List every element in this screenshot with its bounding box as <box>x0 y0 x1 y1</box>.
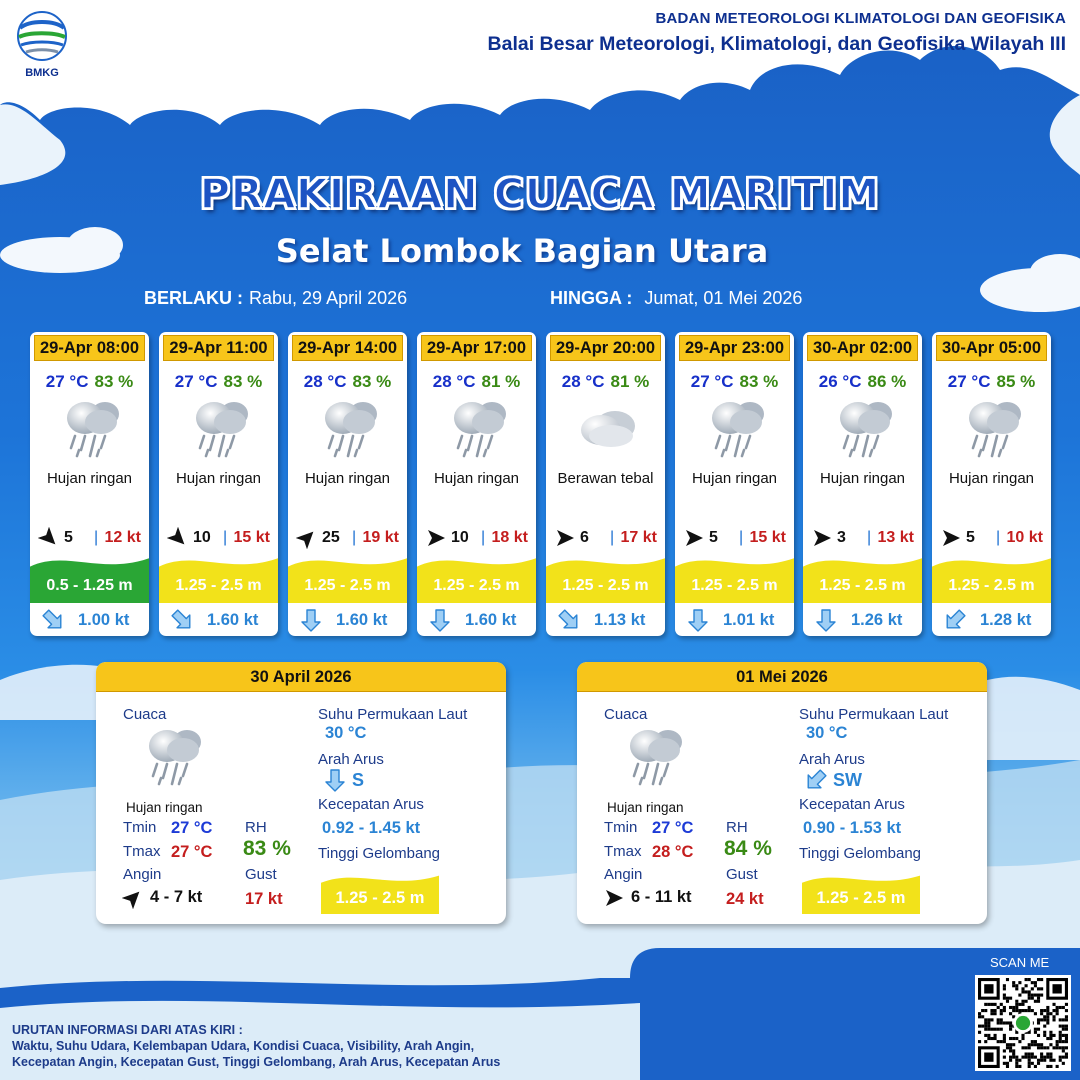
kecepatan-label: Kecepatan Arus <box>799 796 905 813</box>
wind-info <box>679 527 794 549</box>
gust-value: 17 kt <box>245 890 283 908</box>
current-info <box>427 607 536 633</box>
forecast-temp-rh <box>417 372 536 392</box>
footer-line-2: Kecepatan Angin, Kecepatan Gust, Tinggi Gelombang, Arah Arus, Kecepatan Arus <box>12 1055 501 1069</box>
current-speed: 1.26 kt <box>851 611 903 629</box>
gust-label: Gust <box>726 866 758 883</box>
weather-condition: Hujan ringan <box>46 470 133 487</box>
valid-to <box>550 288 802 309</box>
qr-code[interactable] <box>975 975 1071 1071</box>
wind-range: 4 - 7 kt <box>150 888 203 906</box>
current-info <box>685 607 794 633</box>
wind-separator: | <box>610 529 615 546</box>
wind-speed: 6 <box>580 529 589 546</box>
forecast-time: 29-Apr 17:00 <box>421 335 532 361</box>
tmin-label: Tmin <box>604 819 638 836</box>
valid-to-date: Jumat, 01 Mei 2026 <box>644 288 803 308</box>
forecast-time: 29-Apr 20:00 <box>550 335 661 361</box>
tmax-label: Tmax <box>123 843 161 860</box>
weather-condition: Hujan ringan <box>175 470 262 487</box>
rain-cloud-icon <box>834 396 896 460</box>
thick-cloud-icon <box>577 396 639 460</box>
current-direction-arrow-icon <box>942 607 968 633</box>
current-info <box>813 607 922 633</box>
forecast-card <box>417 332 536 636</box>
weather-condition: Hujan ringan <box>691 470 778 487</box>
wind-info <box>292 527 407 549</box>
tmax-value: 27 °C <box>171 843 213 861</box>
wind-info <box>936 527 1051 549</box>
wave-height: 1.25 - 2.5 m <box>304 577 391 594</box>
current-direction-arrow-icon <box>169 607 195 633</box>
air-temperature: 26 °C <box>818 372 862 391</box>
wind-range: 6 - 11 kt <box>631 888 692 906</box>
daily-summary-card <box>96 662 506 924</box>
rain-cloud-icon <box>448 396 510 460</box>
forecast-card <box>159 332 278 636</box>
forecast-card <box>803 332 922 636</box>
current-direction-arrow-icon <box>427 607 453 633</box>
wave-height: 1.25 - 2.5 m <box>175 577 262 594</box>
forecast-time: 29-Apr 11:00 <box>163 335 274 361</box>
wind-direction-arrow-icon <box>940 527 962 549</box>
wind-direction-arrow-icon <box>554 527 576 549</box>
current-info <box>556 607 665 633</box>
current-speed: 1.00 kt <box>78 611 130 629</box>
page-title: PRAKIRAAN CUACA MARITIM <box>199 170 881 218</box>
rain-cloud-icon <box>963 396 1025 460</box>
rain-cloud-icon <box>624 724 686 788</box>
weather-condition: Hujan ringan <box>304 470 391 487</box>
scan-me-label: SCAN ME <box>990 955 1050 970</box>
wind-speed: 5 <box>709 529 718 546</box>
weather-condition: Hujan ringan <box>433 470 520 487</box>
wave-height: 1.25 - 2.5 m <box>819 577 906 594</box>
sst-label: Suhu Permukaan Laut <box>318 706 468 723</box>
wind-info <box>163 527 278 549</box>
wind-direction-arrow-icon <box>167 527 189 549</box>
cuaca-label: Cuaca <box>123 706 167 723</box>
arus-label: Arah Arus <box>799 751 865 768</box>
wave-height: 1.25 - 2.5 m <box>948 577 1035 594</box>
angin-label: Angin <box>604 866 643 883</box>
current-direction-arrow-icon <box>556 607 582 633</box>
tmin-value: 27 °C <box>652 819 694 837</box>
gust-label: Gust <box>245 866 277 883</box>
wave-label: Tinggi Gelombang <box>799 845 922 862</box>
gust-speed: 15 kt <box>233 529 270 546</box>
humidity: 86 % <box>867 372 907 391</box>
forecast-temp-rh <box>675 372 794 392</box>
wind-direction-arrow-icon <box>811 527 833 549</box>
wind-speed: 3 <box>837 529 846 546</box>
daily-wave-height: 1.25 - 2.5 m <box>816 889 906 907</box>
current-direction-arrow-icon <box>322 767 348 793</box>
daily-weather: Hujan ringan <box>607 800 684 815</box>
current-speed: 1.60 kt <box>336 611 388 629</box>
wind-direction-arrow-icon <box>38 527 60 549</box>
current-direction: SW <box>833 770 862 790</box>
forecast-card <box>932 332 1051 636</box>
humidity: 83 % <box>223 372 263 391</box>
current-direction: S <box>352 770 365 790</box>
kecepatan-label: Kecepatan Arus <box>318 796 424 813</box>
current-speed: 1.60 kt <box>465 611 517 629</box>
wind-info <box>807 527 922 549</box>
wind-speed: 25 <box>322 529 340 546</box>
forecast-time: 29-Apr 08:00 <box>34 335 145 361</box>
forecast-card <box>675 332 794 636</box>
svg-text:BMKG: BMKG <box>25 67 59 79</box>
tmin-value: 27 °C <box>171 819 213 837</box>
wind-direction-arrow-icon <box>296 527 318 549</box>
current-info <box>942 607 1051 633</box>
wind-speed: 10 <box>193 529 211 546</box>
wind-separator: | <box>481 529 486 546</box>
valid-from-label: BERLAKU : <box>144 288 243 308</box>
tmax-value: 28 °C <box>652 843 694 861</box>
forecast-card <box>30 332 149 636</box>
rain-cloud-icon <box>143 724 205 788</box>
wind-direction-arrow-icon <box>603 887 625 909</box>
forecast-temp-rh <box>546 372 665 392</box>
wave-height: 1.25 - 2.5 m <box>433 577 520 594</box>
forecast-card <box>288 332 407 636</box>
air-temperature: 28 °C <box>303 372 347 391</box>
qr-code-icon <box>978 978 1068 1068</box>
rh-label: RH <box>245 819 267 836</box>
wind-direction-arrow-icon <box>683 527 705 549</box>
current-speed: 1.13 kt <box>594 611 646 629</box>
daily-wave-height: 1.25 - 2.5 m <box>335 889 425 907</box>
current-direction-arrow-icon <box>813 607 839 633</box>
rain-cloud-icon <box>61 396 123 460</box>
wind-info <box>550 527 665 549</box>
gust-speed: 10 kt <box>1006 529 1043 546</box>
humidity: 83 % <box>739 372 779 391</box>
humidity: 85 % <box>996 372 1036 391</box>
sst-label: Suhu Permukaan Laut <box>799 706 949 723</box>
cuaca-label: Cuaca <box>604 706 648 723</box>
humidity: 83 % <box>352 372 392 391</box>
valid-from-date: Rabu, 29 April 2026 <box>249 288 408 308</box>
wind-speed: 10 <box>451 529 469 546</box>
current-direction-arrow-icon <box>685 607 711 633</box>
rh-value: 84 % <box>724 837 772 860</box>
forecast-temp-rh <box>159 372 278 392</box>
wind-separator: | <box>352 529 357 546</box>
wind-separator: | <box>996 529 1001 546</box>
air-temperature: 27 °C <box>947 372 991 391</box>
forecast-temp-rh <box>288 372 407 392</box>
weather-condition: Berawan tebal <box>557 470 654 487</box>
gust-value: 24 kt <box>726 890 764 908</box>
forecast-temp-rh <box>803 372 922 392</box>
wave-height: 0.5 - 1.25 m <box>46 577 133 594</box>
rain-cloud-icon <box>706 396 768 460</box>
rh-value: 83 % <box>243 837 291 860</box>
gust-speed: 15 kt <box>749 529 786 546</box>
weather-condition: Hujan ringan <box>819 470 906 487</box>
daily-summary-card <box>577 662 987 924</box>
current-speed: 1.60 kt <box>207 611 259 629</box>
sst-value: 30 °C <box>806 724 848 742</box>
forecast-time: 29-Apr 23:00 <box>679 335 790 361</box>
forecast-time: 30-Apr 05:00 <box>936 335 1047 361</box>
current-speed-range: 0.92 - 1.45 kt <box>322 819 421 837</box>
rh-label: RH <box>726 819 748 836</box>
gust-speed: 13 kt <box>877 529 914 546</box>
page-subtitle: Selat Lombok Bagian Utara <box>275 232 769 270</box>
wave-height: 1.25 - 2.5 m <box>691 577 778 594</box>
current-direction-arrow-icon <box>803 767 829 793</box>
air-temperature: 28 °C <box>432 372 476 391</box>
wind-info <box>34 527 149 549</box>
forecast-card <box>546 332 665 636</box>
current-speed: 1.28 kt <box>980 611 1032 629</box>
wind-separator: | <box>867 529 872 546</box>
wind-speed: 5 <box>966 529 975 546</box>
wind-separator: | <box>94 529 99 546</box>
current-speed-range: 0.90 - 1.53 kt <box>803 819 902 837</box>
daily-date: 30 April 2026 <box>96 662 506 692</box>
forecast-time: 30-Apr 02:00 <box>807 335 918 361</box>
bmkg-logo <box>14 10 70 80</box>
humidity: 81 % <box>481 372 521 391</box>
valid-from <box>144 288 407 309</box>
forecast-time: 29-Apr 14:00 <box>292 335 403 361</box>
wind-separator: | <box>739 529 744 546</box>
air-temperature: 27 °C <box>690 372 734 391</box>
wind-info <box>421 527 536 549</box>
agency-name: BADAN METEOROLOGI KLIMATOLOGI DAN GEOFISIKA <box>655 10 1066 27</box>
office-name: Balai Besar Meteorologi, Klimatologi, dan Geofisika Wilayah III <box>487 33 1066 55</box>
footer-legend <box>12 1022 500 1070</box>
sst-value: 30 °C <box>325 724 367 742</box>
tmax-label: Tmax <box>604 843 642 860</box>
humidity: 81 % <box>610 372 650 391</box>
gust-speed: 18 kt <box>491 529 528 546</box>
gust-speed: 17 kt <box>620 529 657 546</box>
wind-separator: | <box>223 529 228 546</box>
current-info <box>298 607 407 633</box>
tmin-label: Tmin <box>123 819 157 836</box>
air-temperature: 28 °C <box>561 372 605 391</box>
weather-condition: Hujan ringan <box>948 470 1035 487</box>
wind-speed: 5 <box>64 529 73 546</box>
wind-direction-arrow-icon <box>122 887 144 909</box>
rain-cloud-icon <box>190 396 252 460</box>
rain-cloud-icon <box>319 396 381 460</box>
wave-label: Tinggi Gelombang <box>318 845 441 862</box>
gust-speed: 19 kt <box>362 529 399 546</box>
current-direction-arrow-icon <box>298 607 324 633</box>
valid-to-label: HINGGA : <box>550 288 633 308</box>
current-info <box>40 607 149 633</box>
footer-line-1: Waktu, Suhu Udara, Kelembapan Udara, Kondisi Cuaca, Visibility, Arah Angin, <box>12 1039 475 1053</box>
gust-speed: 12 kt <box>104 529 141 546</box>
humidity: 83 % <box>94 372 134 391</box>
forecast-temp-rh <box>30 372 149 392</box>
angin-label: Angin <box>123 866 162 883</box>
wave-height: 1.25 - 2.5 m <box>562 577 649 594</box>
air-temperature: 27 °C <box>174 372 218 391</box>
air-temperature: 27 °C <box>45 372 89 391</box>
arus-label: Arah Arus <box>318 751 384 768</box>
current-speed: 1.01 kt <box>723 611 775 629</box>
forecast-temp-rh <box>932 372 1051 392</box>
current-direction-arrow-icon <box>40 607 66 633</box>
daily-date: 01 Mei 2026 <box>577 662 987 692</box>
wind-direction-arrow-icon <box>425 527 447 549</box>
daily-weather: Hujan ringan <box>126 800 203 815</box>
footer-heading: URUTAN INFORMASI DARI ATAS KIRI : <box>12 1023 243 1037</box>
current-info <box>169 607 278 633</box>
